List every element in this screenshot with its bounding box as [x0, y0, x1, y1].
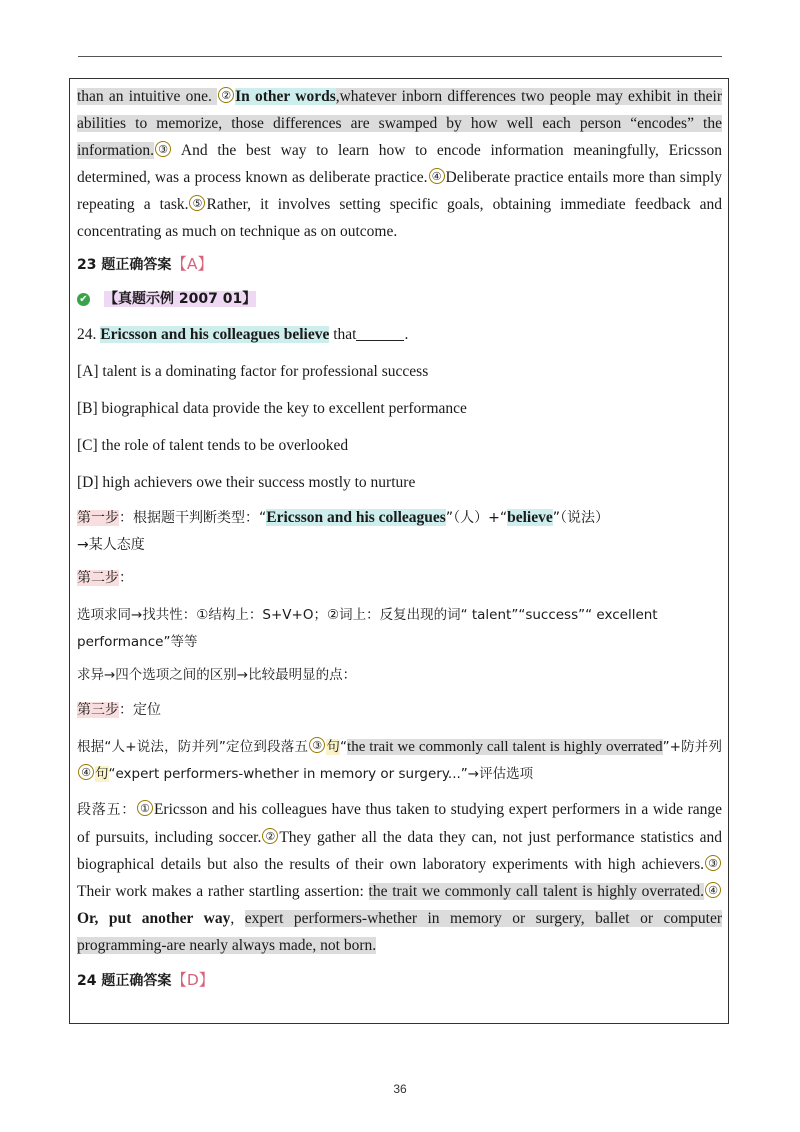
step-3: 第三步：定位 — [77, 702, 161, 718]
answer-24: 24 题正确答案【D】 — [77, 971, 215, 989]
circled-number-4: ④ — [78, 764, 94, 780]
circled-number-4: ④ — [429, 168, 445, 184]
step-2-common: 选项求同→找共性：①结构上：S+V+O；②词上：反复出现的词“ talent”“success”“ excellent — [77, 607, 658, 623]
circled-number-1: ① — [137, 800, 153, 816]
circled-number-5: ⑤ — [189, 195, 205, 211]
check-circle-icon: ✔ — [77, 293, 90, 306]
option-d: [D] high achievers owe their success mostly to nurture — [77, 474, 416, 491]
passage-paragraph: than an intuitive one. ② In other words,whatever inborn differences two people may exhibit in their abilities to memorize, those differences are swamped by how well each person “encodes” the information. ③ And the best way to learn how to encode information meaningfully, Ericsson determined, was a process known as deliberate practice. ④ Deliberate practice entails more than simply repeating a task. ⑤ Rather, it involves setting specific goals, obtaining immediate feedback and concentrating as much on technique as on outcome. — [77, 88, 723, 240]
option-b: [B] biographical data provide the key to excellent performance — [77, 400, 467, 417]
step-2: 第二步： — [77, 570, 133, 586]
option-a: [A] talent is a dominating factor for professional success — [77, 363, 429, 380]
header-rule — [78, 56, 722, 57]
step-2-differ: 求异→四个选项之间的区别→比较最明显的点： — [77, 667, 357, 683]
circled-number-2: ② — [262, 828, 278, 844]
step-1-result: →某人态度 — [77, 537, 145, 553]
question-24: 24. Ericsson and his colleagues believe that . — [77, 326, 409, 343]
option-c: [C] the role of talent tends to be overlooked — [77, 437, 349, 454]
paragraph-five: 段落五： ① Ericsson and his colleagues have thus taken to studying expert performers in a wide range of pursuits, including soccer. ② They gather all the data they can, not just performance statistics and biographical details but also the results of their own laboratory experiments with high achievers. ③ Their work makes a rather startling assertion: the trait we commonly call talent is highly overrated. ④Or, put another way, expert performers-whether in memory or surgery, ballet or computer programming-are nearly always made, not born. — [77, 801, 723, 954]
circled-number-3: ③ — [155, 141, 171, 157]
step-1: 第一步：根据题干判断类型：“Ericsson and his colleagues”（人）+“believe”（说法） — [77, 509, 609, 526]
answer-blank — [356, 326, 404, 341]
circled-number-2: ② — [218, 87, 234, 103]
page-number: 36 — [393, 1082, 407, 1096]
circled-number-4: ④ — [705, 882, 721, 898]
step-3-detail: 根据“人+说法，防并列”定位到段落五 ③ 句“the trait we commonly call talent is highly overrated”+防并列④ 句“expert performers-whether in memory or surgery...”→评估选项 — [77, 739, 722, 782]
example-heading: ✔ 【真题示例 2007 01】 — [77, 285, 722, 313]
content-frame — [69, 78, 729, 1024]
step-2-common-cont: performance”等等 — [77, 634, 198, 650]
answer-23: 23 题正确答案【A】 — [77, 255, 213, 273]
circled-number-3: ③ — [705, 855, 721, 871]
circled-number-3: ③ — [309, 737, 325, 753]
